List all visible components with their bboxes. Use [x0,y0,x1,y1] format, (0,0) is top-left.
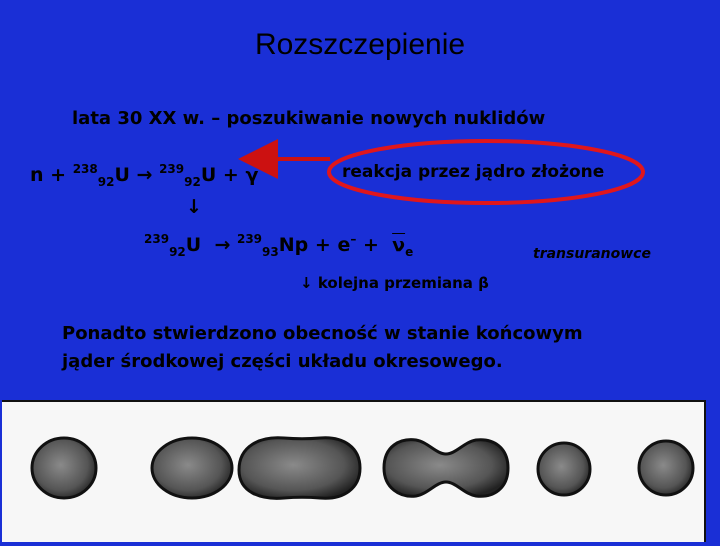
plus-sign: + [362,234,379,256]
plus-sign: + [314,234,331,256]
mass-number: 239 [236,232,263,246]
conclusion-text [62,320,622,376]
equation-beta-decay [144,232,414,259]
atomic-number: 92 [169,245,186,259]
beta-symbol: β [478,274,489,292]
reaction-arrow: → [136,164,153,186]
electron-charge: – [350,232,357,246]
reaction-note: reakcja przez jądro złożone [342,162,605,182]
reaction-arrow: → [214,234,231,256]
nucleus-deformed [152,438,232,498]
atomic-number: 92 [184,175,201,189]
slide-subtitle: lata 30 XX w. – poszukiwanie nowych nuklidów [72,108,546,129]
electron-symbol: e [337,234,351,256]
nucleus-sphere [32,438,96,498]
fission-fragment [538,443,590,495]
decay-note-text: kolejna przemiana [317,274,473,292]
plus-sign: + [222,164,239,186]
plus-sign: + [50,164,67,186]
mass-number: 239 [144,232,170,246]
equation-capture [30,162,259,189]
nucleus-necking [384,440,508,497]
conclusion-line: jąder środkowej części układu okresowego. [62,351,503,372]
down-arrow: ↓ [186,196,202,218]
conclusion-line: Ponadto stwierdzono obecność w stanie końcowym [62,323,583,344]
fission-shapes-illustration [2,402,704,542]
element-symbol: Np [278,234,309,256]
slide-title: Rozszczepienie [254,28,466,61]
transuranic-label: transuranowce [533,246,651,262]
fission-illustration-panel [2,400,706,542]
gamma-symbol: γ [245,164,259,186]
decay-note [300,274,489,292]
down-arrow: ↓ [300,274,313,292]
element-symbol: U [200,164,217,186]
atomic-number: 92 [97,175,115,189]
neutron-symbol: n [30,164,44,186]
fission-fragment [639,441,693,495]
nucleus-elongated [239,438,360,499]
mass-number: 238 [72,162,98,176]
antineutrino-symbol: $\overline{\nu}$ [392,234,406,256]
element-symbol: U [185,234,202,256]
element-symbol: U [114,164,130,186]
antineutrino-subscript: e [405,245,414,259]
atomic-number: 93 [262,245,279,259]
mass-number: 239 [159,162,185,176]
